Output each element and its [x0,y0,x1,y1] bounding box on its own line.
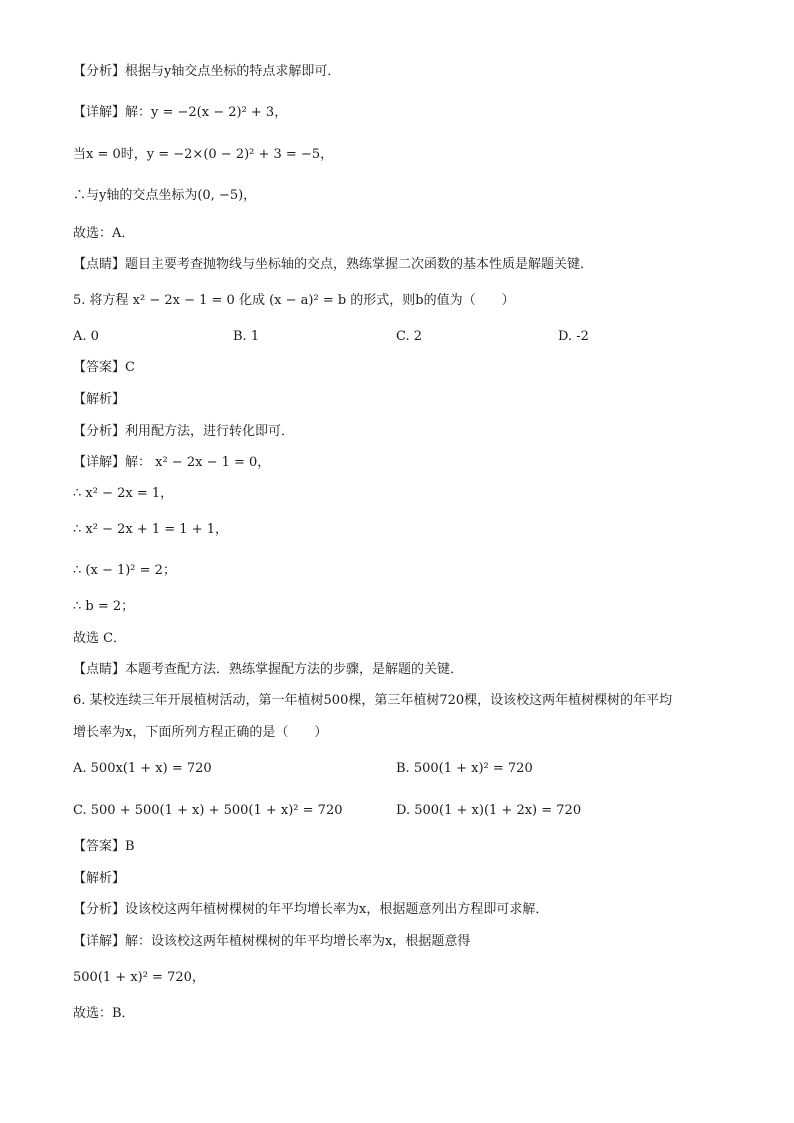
answer-choice-line: 故选：A． [73,226,135,241]
q5-option-c: C. 2 [396,329,423,344]
analysis-line: 【分析】根据与y轴交点坐标的特点求解即可． [73,64,341,79]
solution-line: 500(1 + x)² = 720， [73,970,205,985]
comment-line: 【点睛】题目主要考查抛物线与坐标轴的交点，熟练掌握二次函数的基本性质是解题关键． [73,257,594,272]
q5-option-d: D. -2 [558,329,589,344]
answer-line: 【答案】B [73,839,135,854]
solution-line: 【详解】解：y = −2(x − 2)² + 3， [73,105,288,120]
solution-line: ∴ (x − 1)² = 2； [73,563,176,578]
q6-option-b: B. 500(1 + x)² = 720 [396,761,533,776]
analysis-line: 【分析】设该校这两年植树棵树的年平均增长率为x，根据题意列出方程即可求解． [73,902,549,917]
solution-line: 当x = 0时，y = −2×(0 − 2)² + 3 = −5， [73,147,334,162]
solution-line: ∴ b = 2； [73,599,135,614]
solution-line: 【详解】解：设该校这两年植树棵树的年平均增长率为x，根据题意得 [73,934,471,949]
q5-option-a: A. 0 [73,329,99,344]
answer-choice-line: 故选：B． [73,1006,135,1021]
explanation-heading: 【解析】 [73,392,126,407]
q6-option-c: C. 500 + 500(1 + x) + 500(1 + x)² = 720 [73,803,343,818]
solution-line: ∴ x² − 2x = 1， [73,486,174,501]
answer-line: 【答案】C [73,360,135,375]
question-5: 5. 将方程 x² − 2x − 1 = 0 化成 (x − a)² = b 的形式，则b的值为（ ） [73,293,515,308]
explanation-heading: 【解析】 [73,871,126,886]
q5-option-b: B. 1 [233,329,260,344]
solution-line: 【详解】解： x² − 2x − 1 = 0， [73,455,271,470]
comment-line: 【点睛】本题考查配方法．熟练掌握配方法的步骤，是解题的关键． [73,662,464,677]
question-6-line-1: 6. 某校连续三年开展植树活动，第一年植树500棵，第三年植树720棵，设该校这两年植树棵树的年平均 [73,693,673,708]
solution-line: ∴与y轴的交点坐标为(0, −5)， [73,188,257,203]
analysis-line: 【分析】利用配方法，进行转化即可． [73,424,295,439]
q6-option-d: D. 500(1 + x)(1 + 2x) = 720 [396,803,582,818]
question-6-line-2: 增长率为x，下面所列方程正确的是（ ） [73,725,328,740]
solution-line: ∴ x² − 2x + 1 = 1 + 1， [73,522,228,537]
answer-choice-line: 故选 C． [73,631,127,646]
q6-option-a: A. 500x(1 + x) = 720 [73,761,212,776]
